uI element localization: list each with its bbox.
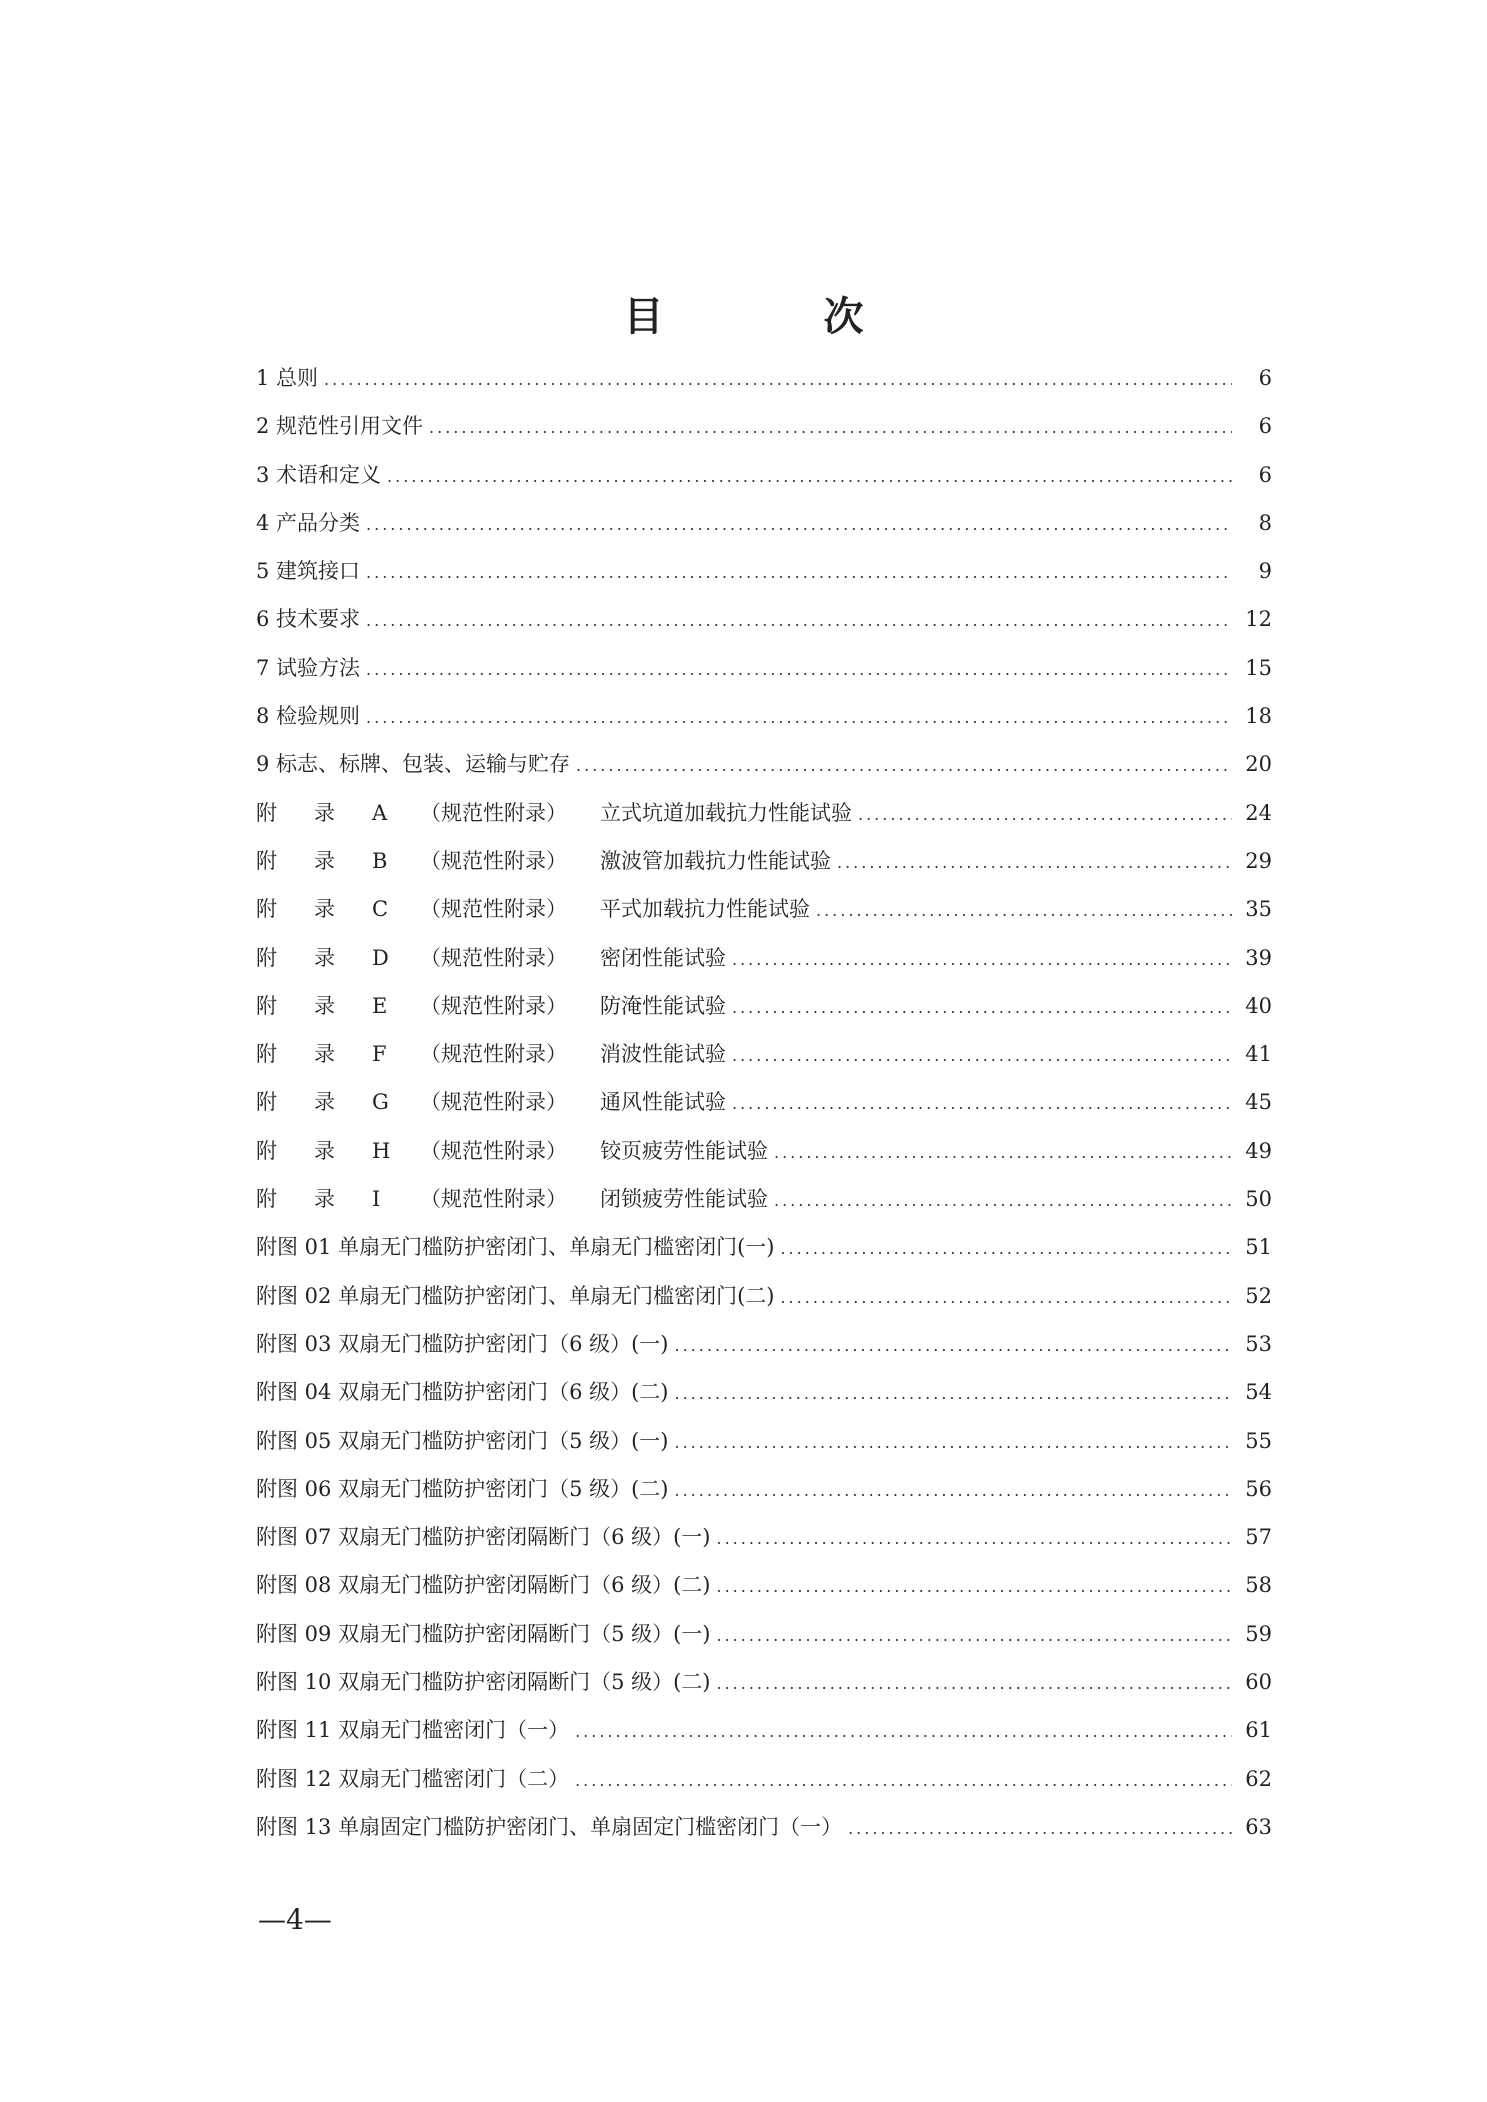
toc-entry-page: 20: [1245, 752, 1272, 777]
toc-entry-label: 5 建筑接口: [256, 559, 361, 584]
toc-entry-page: 18: [1245, 704, 1272, 729]
appendix-name: 消波性能试验: [600, 1042, 726, 1067]
dot-leader: [675, 1481, 1233, 1500]
toc-entry-label: 附图 10 双扇无门槛防护密闭隔断门（5 级）(二): [256, 1670, 711, 1695]
toc-entry-page: 6: [1258, 414, 1272, 439]
toc-entry-page: 62: [1245, 1766, 1272, 1791]
dot-leader: [429, 418, 1232, 437]
toc-entry[interactable]: [256, 1618, 1272, 1666]
toc-entry-page: 61: [1245, 1718, 1272, 1743]
toc-entry-label: 附图 04 双扇无门槛防护密闭门（6 级）(二): [256, 1380, 669, 1405]
appendix-letter: E: [372, 993, 388, 1018]
appendix-entry[interactable]: [256, 893, 1272, 941]
appendix-name: 防淹性能试验: [600, 993, 726, 1018]
toc-entry-page: 60: [1245, 1670, 1272, 1695]
dot-leader: [732, 950, 1232, 969]
page-number: —4—: [258, 1903, 332, 1936]
toc-entry[interactable]: [256, 507, 1272, 555]
toc-entry-label: 1 总则: [256, 366, 319, 390]
appendix-entry[interactable]: [256, 990, 1272, 1038]
toc-entry-label: 附图 01 单扇无门槛防护密闭门、单扇无门槛密闭门(一): [256, 1235, 775, 1260]
toc-entry-label: 附图 08 双扇无门槛防护密闭隔断门（6 级）(二): [256, 1573, 711, 1598]
toc-entry[interactable]: [256, 1763, 1272, 1811]
toc-entry-page: 52: [1245, 1283, 1272, 1308]
dot-leader: [324, 370, 1232, 389]
toc-entry[interactable]: [256, 1811, 1272, 1859]
appendix-entry[interactable]: [256, 1038, 1272, 1086]
appendix-entry-label: [256, 1086, 726, 1116]
toc-entry[interactable]: [256, 459, 1272, 507]
dot-leader: [732, 1094, 1232, 1113]
dot-leader: [837, 853, 1232, 872]
appendix-name: 平式加载抗力性能试验: [600, 897, 810, 922]
toc-entry-page: 15: [1245, 655, 1272, 680]
appendix-entry-page: 24: [1245, 800, 1272, 825]
toc-entry-page: 58: [1245, 1573, 1272, 1598]
toc-entry[interactable]: [256, 700, 1272, 748]
dot-leader: [848, 1819, 1232, 1838]
toc-entry-label: 4 产品分类: [256, 510, 361, 535]
appendix-type: （规范性附录）: [420, 800, 567, 825]
appendix-prefix-1: 附: [256, 1042, 277, 1067]
toc-entry[interactable]: [256, 652, 1272, 700]
appendix-letter: C: [372, 897, 389, 922]
appendix-prefix-1: 附: [256, 848, 277, 873]
appendix-letter: A: [372, 800, 388, 825]
toc-entry[interactable]: [256, 748, 1272, 796]
section-list: [256, 362, 1272, 797]
dot-leader: [774, 1191, 1232, 1210]
appendix-entry-label: [256, 1135, 768, 1165]
appendix-prefix-2: 录: [314, 1090, 335, 1115]
toc-entry[interactable]: [256, 1376, 1272, 1424]
dot-leader: [366, 708, 1232, 727]
appendix-prefix-2: 录: [314, 1042, 335, 1067]
toc-entry-label: 附图 09 双扇无门槛防护密闭隔断门（5 级）(一): [256, 1621, 711, 1646]
appendix-name: 闭锁疲劳性能试验: [600, 1187, 768, 1212]
dot-leader: [575, 1722, 1232, 1741]
appendix-prefix-1: 附: [256, 1187, 277, 1212]
toc-entry-label: 6 技术要求: [256, 607, 361, 632]
toc-entry-label: 附图 11 双扇无门槛密闭门（一）: [256, 1718, 570, 1743]
appendix-name: 激波管加载抗力性能试验: [600, 848, 831, 873]
appendix-prefix-2: 录: [314, 800, 335, 825]
toc-entry[interactable]: [256, 1328, 1272, 1376]
toc-entry-label: 7 试验方法: [256, 655, 361, 680]
appendix-type: （规范性附录）: [420, 1187, 567, 1212]
appendix-entry-page: 39: [1245, 945, 1272, 970]
toc-entry-label: 8 检验规则: [256, 704, 361, 729]
figure-list: [256, 1231, 1272, 1859]
toc-entry[interactable]: [256, 1280, 1272, 1328]
dot-leader: [675, 1336, 1233, 1355]
appendix-prefix-1: 附: [256, 800, 277, 825]
dot-leader: [816, 901, 1232, 920]
appendix-letter: B: [372, 848, 388, 873]
appendix-prefix-1: 附: [256, 897, 277, 922]
appendix-name: 密闭性能试验: [600, 945, 726, 970]
toc-entry-label: 附图 07 双扇无门槛防护密闭隔断门（6 级）(一): [256, 1525, 711, 1550]
dot-leader: [366, 660, 1232, 679]
appendix-entry[interactable]: [256, 942, 1272, 990]
toc-entry-page: 6: [1258, 366, 1272, 390]
dot-leader: [366, 611, 1232, 630]
appendix-entry-page: 29: [1245, 848, 1272, 873]
dot-leader: [717, 1529, 1233, 1548]
appendix-entry-page: 49: [1245, 1138, 1272, 1163]
appendix-type: （规范性附录）: [420, 993, 567, 1018]
appendix-entry-label: [256, 1183, 768, 1213]
table-of-contents: [256, 362, 1272, 1859]
dot-leader: [732, 998, 1232, 1017]
appendix-entry-label: [256, 893, 810, 923]
toc-entry-page: 63: [1245, 1814, 1272, 1839]
dot-leader: [387, 467, 1232, 486]
dot-leader: [780, 1288, 1232, 1307]
toc-entry[interactable]: [256, 1425, 1272, 1473]
dot-leader: [366, 563, 1232, 582]
appendix-list: [256, 797, 1272, 1232]
dot-leader: [774, 1143, 1232, 1162]
toc-entry-page: 9: [1258, 559, 1272, 584]
toc-entry-label: 附图 03 双扇无门槛防护密闭门（6 级）(一): [256, 1331, 669, 1356]
toc-entry-label: 3 术语和定义: [256, 462, 382, 487]
dot-leader: [366, 515, 1232, 534]
appendix-prefix-1: 附: [256, 1090, 277, 1115]
toc-entry-page: 12: [1245, 607, 1272, 632]
toc-entry-page: 56: [1245, 1476, 1272, 1501]
dot-leader: [858, 805, 1232, 824]
toc-entry[interactable]: [256, 603, 1272, 651]
appendix-letter: I: [372, 1187, 381, 1212]
toc-entry[interactable]: [256, 362, 1272, 410]
toc-entry-page: 51: [1245, 1235, 1272, 1260]
appendix-type: （规范性附录）: [420, 945, 567, 970]
appendix-entry[interactable]: [256, 1086, 1272, 1134]
toc-title: 目 次: [623, 294, 924, 340]
dot-leader: [780, 1239, 1232, 1258]
toc-entry-page: 54: [1245, 1380, 1272, 1405]
toc-entry-label: 9 标志、标牌、包装、运输与贮存: [256, 752, 571, 777]
appendix-type: （规范性附录）: [420, 1138, 567, 1163]
appendix-entry-page: 45: [1245, 1090, 1272, 1115]
appendix-entry-label: [256, 1038, 726, 1068]
toc-entry[interactable]: [256, 1521, 1272, 1569]
appendix-entry-page: 40: [1245, 993, 1272, 1018]
toc-entry[interactable]: [256, 555, 1272, 603]
appendix-entry-label: [256, 990, 726, 1020]
dot-leader: [732, 1046, 1232, 1065]
toc-entry-page: 57: [1245, 1525, 1272, 1550]
toc-entry-label: 附图 12 双扇无门槛密闭门（二）: [256, 1766, 570, 1791]
appendix-type: （规范性附录）: [420, 897, 567, 922]
appendix-prefix-1: 附: [256, 993, 277, 1018]
appendix-prefix-2: 录: [314, 1138, 335, 1163]
toc-entry-label: 附图 13 单扇固定门槛防护密闭门、单扇固定门槛密闭门（一）: [256, 1814, 843, 1839]
appendix-prefix-1: 附: [256, 1138, 277, 1163]
appendix-entry-label: [256, 797, 852, 827]
appendix-entry-page: 35: [1245, 897, 1272, 922]
toc-entry[interactable]: [256, 1714, 1272, 1762]
appendix-entry-label: [256, 845, 831, 875]
appendix-prefix-2: 录: [314, 848, 335, 873]
toc-entry[interactable]: [256, 1569, 1272, 1617]
appendix-entry-label: [256, 942, 726, 972]
toc-entry[interactable]: [256, 1473, 1272, 1521]
appendix-prefix-2: 录: [314, 945, 335, 970]
toc-entry-label: 附图 02 单扇无门槛防护密闭门、单扇无门槛密闭门(二): [256, 1283, 775, 1308]
appendix-letter: D: [372, 945, 389, 970]
toc-entry-page: 53: [1245, 1331, 1272, 1356]
appendix-prefix-2: 录: [314, 993, 335, 1018]
toc-entry-page: 6: [1258, 462, 1272, 487]
appendix-prefix-1: 附: [256, 945, 277, 970]
toc-entry[interactable]: [256, 1231, 1272, 1279]
dot-leader: [575, 1771, 1232, 1790]
appendix-prefix-2: 录: [314, 1187, 335, 1212]
appendix-type: （规范性附录）: [420, 1042, 567, 1067]
appendix-entry[interactable]: [256, 1135, 1272, 1183]
appendix-letter: F: [372, 1042, 387, 1067]
appendix-name: 立式坑道加载抗力性能试验: [600, 800, 852, 825]
toc-entry[interactable]: [256, 410, 1272, 458]
appendix-letter: G: [372, 1090, 389, 1115]
appendix-entry[interactable]: [256, 1183, 1272, 1231]
appendix-prefix-2: 录: [314, 897, 335, 922]
toc-entry-page: 55: [1245, 1428, 1272, 1453]
toc-entry-page: 8: [1258, 510, 1272, 535]
appendix-name: 通风性能试验: [600, 1090, 726, 1115]
toc-entry-label: 附图 06 双扇无门槛防护密闭门（5 级）(二): [256, 1476, 669, 1501]
dot-leader: [675, 1433, 1233, 1452]
appendix-entry-page: 50: [1245, 1187, 1272, 1212]
toc-entry-label: 附图 05 双扇无门槛防护密闭门（5 级）(一): [256, 1428, 669, 1453]
toc-entry[interactable]: [256, 1666, 1272, 1714]
dot-leader: [675, 1384, 1233, 1403]
appendix-entry[interactable]: [256, 797, 1272, 845]
appendix-type: （规范性附录）: [420, 848, 567, 873]
appendix-letter: H: [372, 1138, 391, 1163]
dot-leader: [576, 756, 1232, 775]
dot-leader: [717, 1674, 1233, 1693]
appendix-name: 铰页疲劳性能试验: [600, 1138, 768, 1163]
appendix-entry[interactable]: [256, 845, 1272, 893]
appendix-entry-page: 41: [1245, 1042, 1272, 1067]
toc-entry-label: 2 规范性引用文件: [256, 414, 424, 439]
dot-leader: [717, 1626, 1233, 1645]
toc-entry-page: 59: [1245, 1621, 1272, 1646]
appendix-type: （规范性附录）: [420, 1090, 567, 1115]
dot-leader: [717, 1577, 1233, 1596]
